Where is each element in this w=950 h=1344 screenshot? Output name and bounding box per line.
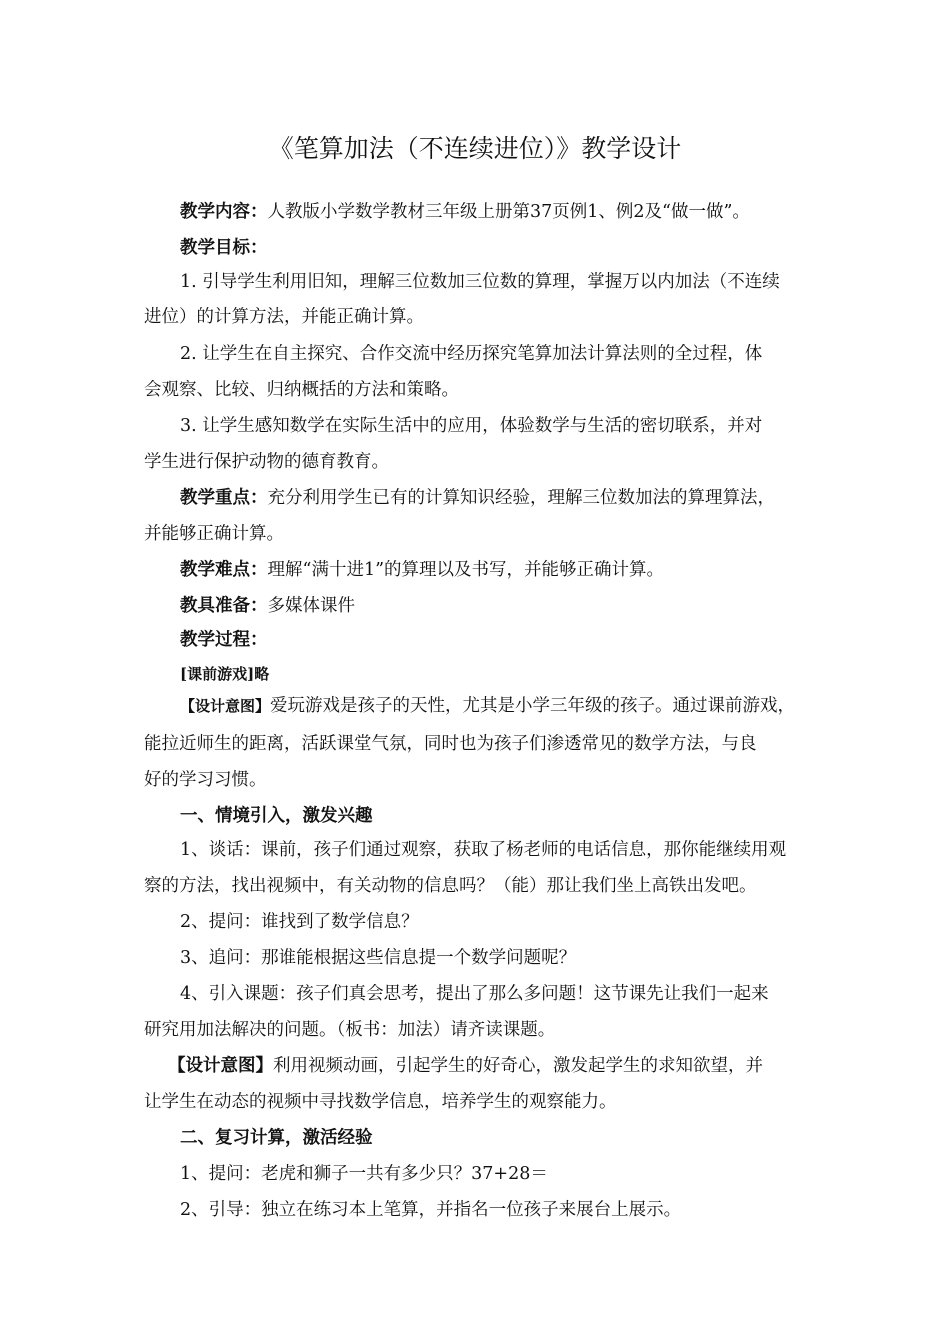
key-point-line-2: 并能够正确计算。 — [144, 524, 284, 544]
pregame-label: [课前游戏] — [180, 665, 255, 683]
document-title: 《笔算加法（不连续进位）》教学设计 — [268, 134, 682, 163]
design-intent-1-line-3: 好的学习习惯。 — [144, 770, 267, 790]
key-point-text: 充分利用学生已有的计算知识经验，理解三位数加法的算理算法， — [267, 488, 775, 508]
difficulty-label: 教学难点： — [180, 560, 268, 580]
section-1-item-1-line-2: 察的方法，找出视频中，有关动物的信息吗？（能）那让我们坐上高铁出发吧。 — [144, 876, 757, 896]
goal-1-line-2: 进位）的计算方法，并能正确计算。 — [144, 307, 424, 327]
design-intent-1-line-1 — [180, 694, 870, 718]
preparation — [180, 594, 870, 618]
goal-3-line-1: 3. 让学生感知数学在实际生活中的应用，体验数学与生活的密切联系，并对 — [180, 416, 763, 436]
section-1-item-3: 3、追问：那谁能根据这些信息提一个数学问题呢？ — [180, 948, 577, 968]
key-point-label: 教学重点： — [180, 488, 268, 508]
design-intent-1-text: 爱玩游戏是孩子的天性，尤其是小学三年级的孩子。通过课前游戏， — [270, 696, 796, 716]
section-2-heading: 二、复习计算，激活经验 — [180, 1128, 373, 1148]
difficulty-text: 理解“满十进1”的算理以及书写，并能够正确计算。 — [267, 560, 665, 580]
section-2-item-2: 2、引导：独立在练习本上笔算，并指名一位孩子来展台上展示。 — [180, 1200, 682, 1220]
section-2-item-1: 1、提问：老虎和狮子一共有多少只？37+28＝ — [180, 1164, 548, 1184]
goal-2-line-2: 会观察、比较、归纳概括的方法和策略。 — [144, 380, 459, 400]
design-intent-2-label: 【设计意图】 — [168, 1056, 273, 1076]
section-1-item-4-line-2: 研究用加法解决的问题。（板书：加法）请齐读课题。 — [144, 1020, 556, 1040]
teaching-content-text: 人教版小学数学教材三年级上册第37页例1、例2及“做一做”。 — [267, 202, 750, 222]
design-intent-1-line-2: 能拉近师生的距离，活跃课堂气氛，同时也为孩子们渗透常见的数学方法，与良 — [144, 734, 757, 754]
process-label: 教学过程： — [180, 630, 268, 650]
key-point-line-1 — [180, 486, 870, 510]
section-1-item-1-line-1: 1、谈话：课前，孩子们通过观察，获取了杨老师的电话信息，那你能继续用观 — [180, 840, 787, 860]
section-1-heading: 一、情境引入，激发兴趣 — [180, 806, 373, 826]
teaching-content — [180, 200, 870, 224]
pregame-text: 略 — [254, 665, 270, 683]
preparation-text: 多媒体课件 — [267, 596, 355, 616]
goal-1-line-1: 1. 引导学生利用旧知，理解三位数加三位数的算理，掌握万以内加法（不连续 — [180, 272, 780, 292]
design-intent-2-line-2: 让学生在动态的视频中寻找数学信息，培养学生的观察能力。 — [144, 1092, 617, 1112]
design-intent-1-label: 【设计意图】 — [180, 697, 271, 715]
section-1-item-4-line-1: 4、引入课题：孩子们真会思考，提出了那么多问题！这节课先让我们一起来 — [180, 984, 769, 1004]
preparation-label: 教具准备： — [180, 596, 268, 616]
section-1-item-2: 2、提问：谁找到了数学信息？ — [180, 912, 419, 932]
difficulty — [180, 558, 870, 582]
teaching-goals-label: 教学目标： — [180, 238, 268, 258]
design-intent-2-line-1 — [168, 1054, 858, 1078]
goal-3-line-2: 学生进行保护动物的德育教育。 — [144, 452, 389, 472]
design-intent-2-text: 利用视频动画，引起学生的好奇心，激发起学生的求知欲望，并 — [273, 1056, 763, 1076]
teaching-content-label: 教学内容： — [180, 202, 268, 222]
pregame — [180, 662, 870, 686]
goal-2-line-1: 2. 让学生在自主探究、合作交流中经历探究笔算加法计算法则的全过程，体 — [180, 344, 763, 364]
